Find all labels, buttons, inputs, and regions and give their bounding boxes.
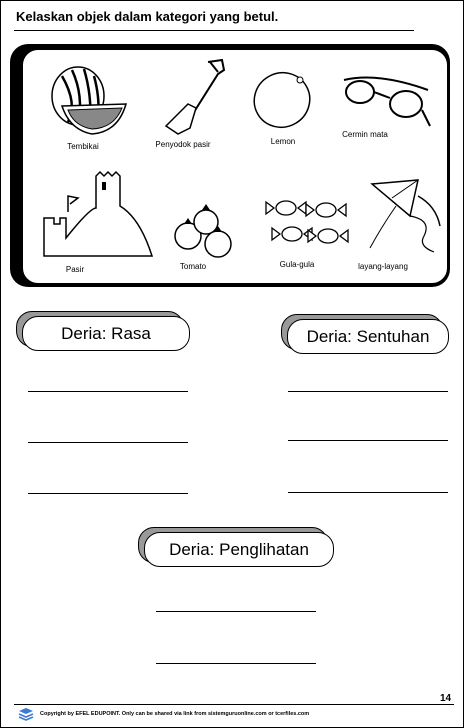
footer-copyright: Copyright by EFEL EDUPOINT. Only can be shared via link from sistemguruonline.com or tcerfiles.com xyxy=(40,711,310,717)
category-penglihatan xyxy=(138,527,338,569)
item-label-lemon: Lemon xyxy=(270,137,296,146)
candy-icon xyxy=(262,190,352,254)
glasses-icon xyxy=(338,70,438,130)
instruction-text: Kelaskan objek dalam kategori yang betul. xyxy=(16,9,279,24)
item-label-penyodok-pasir: Penyodok pasir xyxy=(155,140,211,149)
category-penglihatan-label: Deria: Penglihatan xyxy=(144,532,334,567)
answer-line[interactable] xyxy=(156,663,316,664)
answer-line[interactable] xyxy=(288,440,448,441)
shovel-icon xyxy=(160,56,236,136)
kite-icon xyxy=(362,176,444,256)
category-sentuhan-label: Deria: Sentuhan xyxy=(287,319,449,354)
category-rasa xyxy=(16,311,192,353)
book-stack-icon xyxy=(18,707,34,721)
tomato-icon xyxy=(172,200,242,260)
answer-line[interactable] xyxy=(156,611,316,612)
answer-line[interactable] xyxy=(28,493,188,494)
answer-line[interactable] xyxy=(28,442,188,443)
item-label-cermin-mata: Cermin mata xyxy=(342,130,388,139)
lemon-icon xyxy=(248,68,318,132)
page-number: 14 xyxy=(440,693,452,704)
category-sentuhan xyxy=(281,314,453,356)
item-label-tomato: Tomato xyxy=(179,262,207,271)
item-label-pasir: Pasir xyxy=(65,265,85,274)
answer-line[interactable] xyxy=(28,391,188,392)
watermelon-icon xyxy=(48,64,130,138)
answer-line[interactable] xyxy=(288,492,448,493)
answer-line[interactable] xyxy=(288,391,448,392)
footer-divider xyxy=(14,704,454,705)
item-label-layang-layang: layang-layang xyxy=(358,262,408,271)
item-label-tembikai: Tembikai xyxy=(67,142,99,151)
instruction-underline xyxy=(14,30,414,31)
item-label-gula-gula: Gula-gula xyxy=(279,260,315,269)
sandcastle-icon xyxy=(40,168,158,260)
category-rasa-label: Deria: Rasa xyxy=(22,316,190,351)
